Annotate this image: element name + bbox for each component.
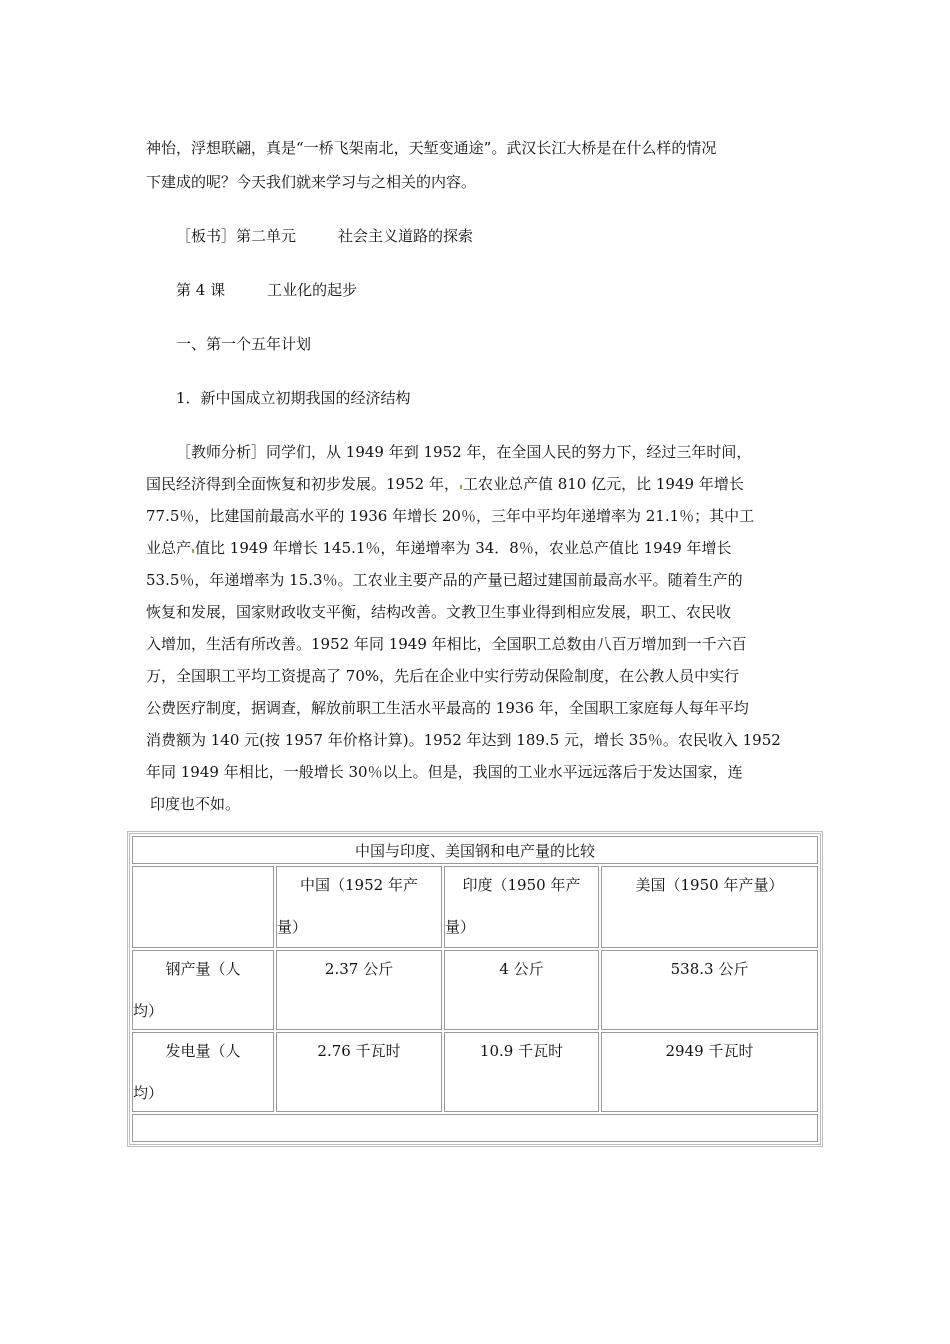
row-label-electricity-line-2: 均） [133,1084,164,1102]
row-label-electricity-line-1: 发电量（人 [165,1042,241,1060]
analysis-line-5: 53.5％，年递增率为 15.3％。工农业主要产品的产量已超过建国前最高水平。随着生产的 [146,571,743,589]
row-label-steel-line-1: 钢产量（人 [165,960,241,978]
header-india-text [445,875,598,937]
intro-line-2: 下建成的呢？今天我们就来学习与之相关的内容。 [146,173,477,191]
electricity-china-value: 2.76 千瓦时 [276,1032,442,1112]
header-china-line-2: 量） [277,918,308,936]
intro-line-1: 神怡，浮想联翩，真是“一桥飞架南北，天堑变通途”。武汉长江大桥是在什么样的情况 [146,139,717,157]
lesson-heading [176,280,357,300]
section-heading: 一、第一个五年计划 [176,335,312,353]
table-header-china [276,866,442,948]
row-label-steel-line-2: 均） [133,1002,164,1020]
analysis-line-2 [146,474,744,494]
analysis-line-11: 年同 1949 年相比，一般增长 30％以上。但是，我国的工业水平远远落后于发达国家，连 [146,763,743,781]
table-caption: 中国与印度、美国钢和电产量的比较 [132,836,818,864]
analysis-line-1: ［教师分析］同学们，从 1949 年到 1952 年，在全国人民的努力下，经过三年时间， [176,443,752,461]
steel-india-value: 4 公斤 [444,950,599,1030]
electricity-usa-value: 2949 千瓦时 [601,1032,818,1112]
analysis-line-12: 印度也不如。 [150,795,241,813]
analysis-line-8: 万，全国职工平均工资提高了 70%，先后在企业中实行劳动保险制度，在公教人员中实行 [146,667,740,685]
analysis-line-4 [146,538,732,558]
header-usa-line-1: 美国（1950 年产量） [635,876,784,894]
electricity-india-value: 10.9 千瓦时 [444,1032,599,1112]
table-header-india [444,866,599,948]
table-header-usa [601,866,818,948]
analysis-line-7: 入增加，生活有所改善。1952 年同 1949 年相比，全国职工总数由八百万增加到一千六百 [146,635,747,653]
analysis-line-9: 公费医疗制度，据调查，解放前职工生活水平最高的 1936 年，全国职工家庭每人每年平均 [146,699,749,717]
edit-mark [192,549,194,553]
analysis-line-4-head: 业总产 [146,539,192,557]
steel-usa-value: 538.3 公斤 [601,950,818,1030]
table-empty-footer-row [132,1114,818,1142]
analysis-line-2-tail: 工农业总产值 810 亿元，比 1949 年增长 [462,475,744,493]
header-china-text [277,875,441,937]
row-label-steel [132,950,274,1030]
lesson-number: 第 4 课 [176,281,226,299]
unit-heading [176,226,473,246]
unit-prefix: ［板书］第二单元 [176,227,297,245]
steel-china-value: 2.37 公斤 [276,950,442,1030]
header-india-line-2: 量） [445,918,476,936]
header-india-line-1: 印度（1950 年产 [462,876,581,894]
unit-title: 社会主义道路的探索 [338,227,474,245]
analysis-line-3: 77.5％，比建国前最高水平的 1936 年增长 20％，三年中平均年递增率为 21.1％；其中工 [146,507,755,525]
analysis-line-2-head: 国民经济得到全面恢复和初步发展。1952 年， [146,475,459,493]
header-usa-text [602,875,817,895]
analysis-line-6: 恢复和发展，国家财政收支平衡，结构改善。文教卫生事业得到相应发展，职工、农民收 [146,603,732,621]
row-label-electricity [132,1032,274,1112]
lesson-title: 工业化的起步 [267,281,358,299]
analysis-line-4-tail: 值比 1949 年增长 145.1％，年递增率为 34．8％，农业总产值比 1949 年增长 [195,539,732,557]
analysis-line-10: 消费额为 140 元(按 1957 年价格计算)。1952 年达到 189.5 元，增长 35％。农民收入 1952 [146,731,781,749]
header-china-line-1: 中国（1952 年产 [300,876,418,894]
edit-mark [460,485,462,489]
subsection-heading: 1．新中国成立初期我国的经济结构 [176,389,411,407]
comparison-table [127,831,823,1147]
table-corner-cell [132,866,274,948]
